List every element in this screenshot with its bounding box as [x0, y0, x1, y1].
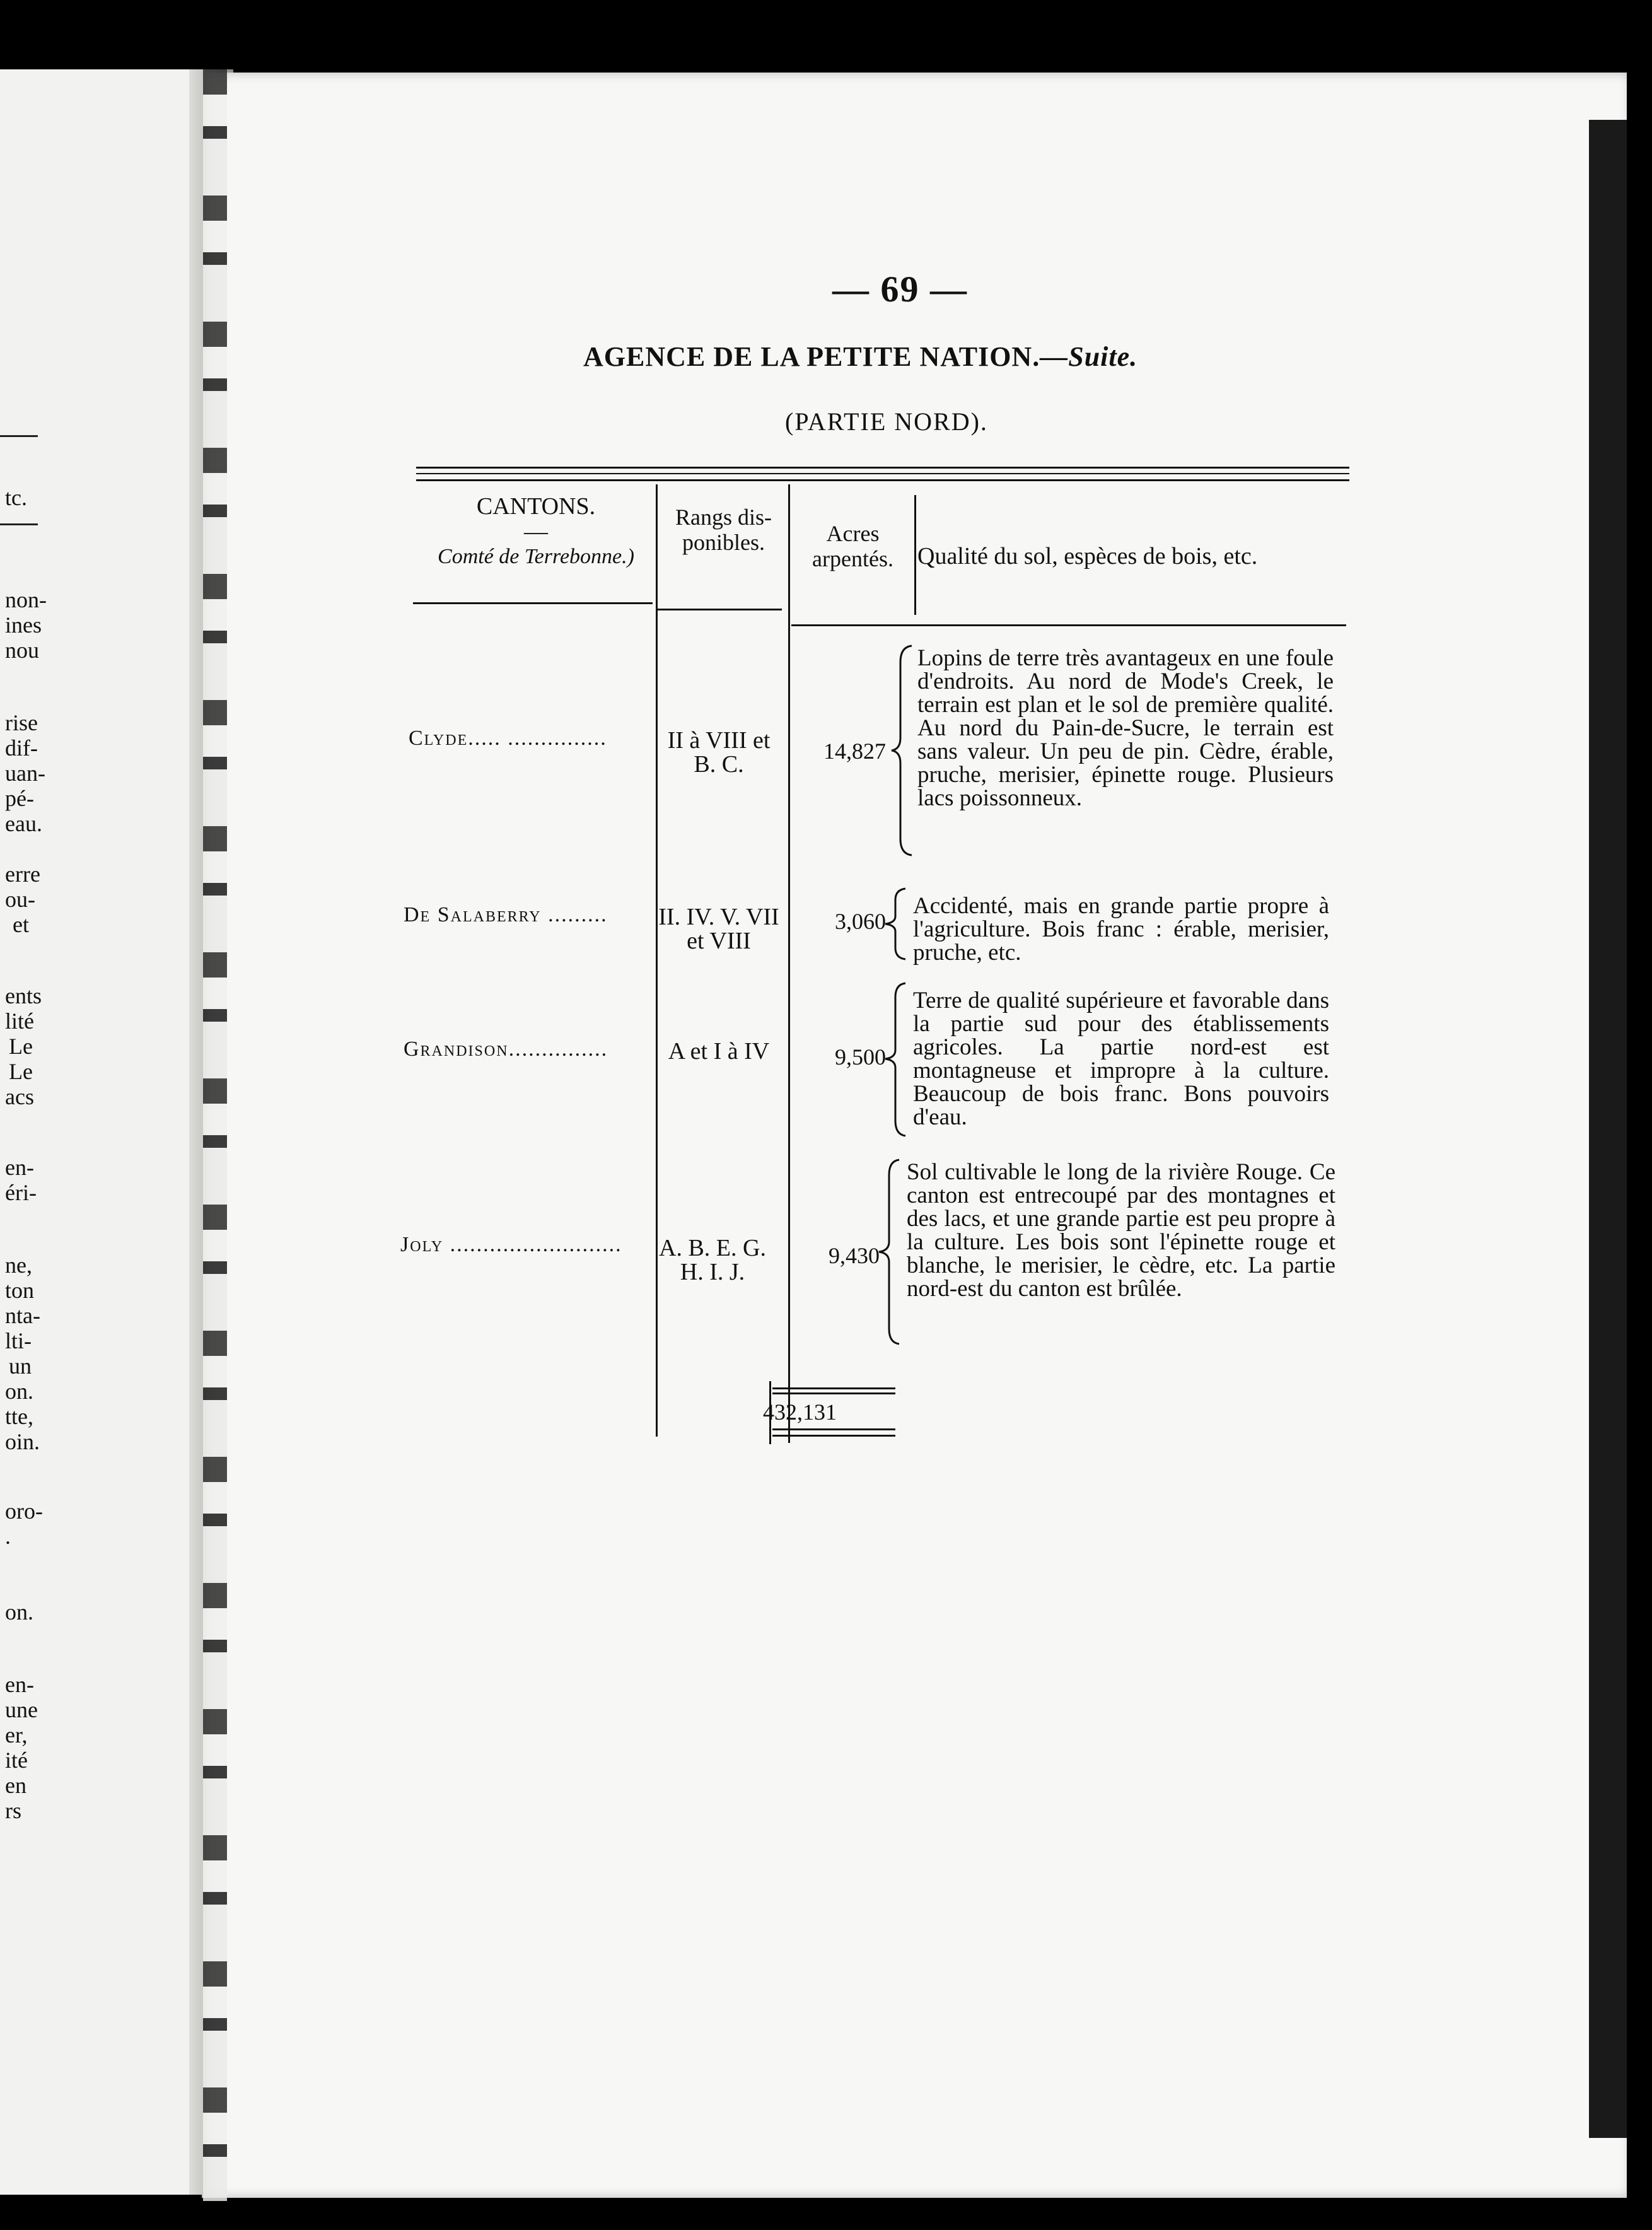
- leader-dots: .........: [541, 903, 608, 926]
- canton-name: Grandison: [404, 1037, 509, 1061]
- left-fragment: erre: [5, 861, 40, 887]
- total-rule-bottom: [772, 1435, 895, 1437]
- left-page-rule: [0, 523, 38, 525]
- left-fragment: pé-: [5, 786, 34, 811]
- left-fragment: on.: [5, 1379, 33, 1404]
- total-rule-top: [772, 1387, 895, 1389]
- canton-name: De Salaberry: [404, 903, 542, 926]
- left-fragment: on.: [5, 1599, 33, 1625]
- page-subtitle: (PARTIE NORD).: [785, 407, 988, 436]
- header-bottom-rule: [413, 602, 653, 604]
- header-cantons-county: Comté de Terrebonne.): [438, 545, 634, 568]
- brace-icon: [889, 643, 914, 858]
- left-fragment: nou: [5, 638, 39, 663]
- leader-dots: ..... ...............: [468, 727, 607, 750]
- header-qualite: Qualité du sol, espèces de bois, etc.: [917, 543, 1258, 569]
- canton-name: Joly: [400, 1233, 444, 1256]
- left-fragment: rise: [5, 710, 38, 735]
- canton-de-salaberry: [404, 903, 608, 927]
- rangs-value: A. B. E. G. H. I. J.: [659, 1235, 766, 1285]
- header-cantons-label: CANTONS.: [476, 493, 596, 520]
- canton-clyde: [409, 727, 607, 750]
- column-divider: [788, 484, 790, 1443]
- brace-icon: [883, 981, 908, 1138]
- acres-value: 3,060: [835, 909, 886, 934]
- left-fragment: dif-: [5, 735, 38, 761]
- leader-dots: ..........................: [443, 1233, 622, 1256]
- page-number: — 69 —: [832, 269, 968, 310]
- header-rangs: Rangs dis- ponibles.: [675, 505, 772, 555]
- left-fragment: uan-: [5, 761, 45, 786]
- description-text: Terre de qualité supérieure et favorable dans la partie sud pour des établissements agricoles. La partie nord-est est montagneuse et impropre à la culture. Beaucoup de bois franc. Bons pouvoirs d'eau.: [913, 988, 1329, 1130]
- left-fragment: rs: [5, 1798, 21, 1823]
- header-cantons: [416, 494, 656, 569]
- left-fragment: tc.: [5, 485, 27, 510]
- left-fragment: Le: [9, 1059, 33, 1084]
- binding-fold: [203, 69, 227, 2201]
- left-fragment: éri-: [5, 1180, 37, 1205]
- acres-value: 14,827: [823, 738, 886, 764]
- brace-icon: [883, 886, 908, 962]
- rangs-value: II à VIII et B. C.: [667, 727, 771, 778]
- left-fragment: lité: [5, 1008, 34, 1034]
- left-fragment: en-: [5, 1155, 34, 1180]
- left-fragment: .: [5, 1524, 11, 1549]
- column-divider: [656, 484, 658, 1437]
- left-fragment: oin.: [5, 1429, 40, 1454]
- left-fragment: en: [5, 1773, 26, 1798]
- title-text: AGENCE DE LA PETITE NATION.: [583, 341, 1040, 372]
- acres-value: 9,500: [835, 1044, 886, 1070]
- description-text: Accidenté, mais en grande partie propre à l'agriculture. Bois franc : érable, merisier, pruche, etc.: [913, 893, 1329, 966]
- left-fragment: eau.: [5, 811, 42, 836]
- left-fragment: oro-: [5, 1498, 43, 1524]
- table-top-rule: [416, 479, 1349, 481]
- header-cantons-dash: —: [524, 518, 548, 545]
- left-fragment: ne,: [5, 1252, 32, 1278]
- left-fragment: lti-: [5, 1328, 32, 1353]
- rangs-value: II. IV. V. VII et VIII: [658, 904, 779, 954]
- header-bottom-rule: [656, 609, 782, 610]
- left-fragment: en-: [5, 1672, 34, 1697]
- left-fragment: ité: [5, 1748, 28, 1773]
- left-fragment: ines: [5, 612, 42, 638]
- left-fragment: nta-: [5, 1303, 40, 1328]
- page-title: [583, 341, 1137, 373]
- left-fragment: er,: [5, 1722, 28, 1748]
- left-fragment: non-: [5, 587, 47, 612]
- canton-joly: [400, 1233, 622, 1257]
- left-fragment: ton: [5, 1278, 35, 1303]
- total-rule-top: [772, 1392, 895, 1394]
- table-top-rule: [416, 467, 1349, 469]
- brace-icon: [876, 1157, 902, 1346]
- left-fragment: une: [5, 1697, 38, 1722]
- left-fragment: et: [13, 912, 29, 937]
- leader-dots: ...............: [508, 1037, 608, 1061]
- right-page: [202, 73, 1627, 2198]
- left-fragment: ents: [5, 983, 42, 1008]
- total-rule-bottom: [772, 1428, 895, 1430]
- left-fragment: un: [9, 1353, 32, 1379]
- table-top-rule: [416, 473, 1349, 474]
- rangs-value: A et I à IV: [668, 1038, 770, 1065]
- canton-name: Clyde: [409, 727, 468, 750]
- description-text: Lopins de terre très avantageux en une foule d'endroits. Au nord de Mode's Creek, le terrain est plan et le sol de première qualité. Au nord du Pain-de-Sucre, le terrain est sans valeur. Un peu de pin. Cèdre, érable, pruche, merisier, épinette rouge. Plusieurs lacs poissonneux.: [917, 645, 1334, 811]
- left-page-rule: [0, 435, 38, 437]
- page-edge: [1589, 120, 1627, 2138]
- left-fragment: acs: [5, 1084, 34, 1109]
- column-divider: [914, 495, 916, 615]
- header-bottom-rule: [791, 624, 1346, 626]
- canton-grandison: [404, 1037, 608, 1061]
- left-fragment: Le: [9, 1034, 33, 1059]
- left-fragment: ou-: [5, 887, 35, 912]
- header-acres: Acres arpentés.: [812, 521, 893, 571]
- total-acres: 432,131: [763, 1399, 837, 1425]
- acres-value: 9,430: [829, 1243, 880, 1268]
- left-fragment: tte,: [5, 1404, 33, 1429]
- description-text: Sol cultivable le long de la rivière Rouge. Ce canton est entrecoupé par des montagnes et des lacs, et une grande partie est peu propre à la culture. Les bois sont l'épinette rouge et blanche, le merisier, le cèdre, etc. La partie nord-est du canton est brûlée.: [907, 1159, 1335, 1302]
- title-suffix: —Suite.: [1040, 341, 1138, 372]
